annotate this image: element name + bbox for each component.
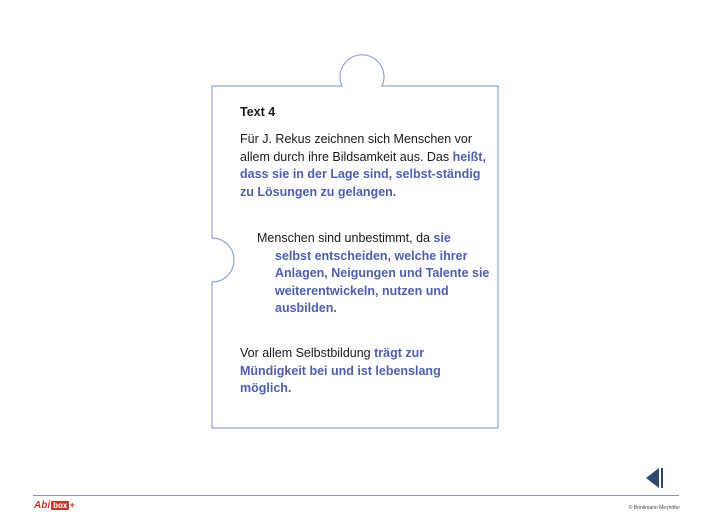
logo-box-text: box <box>53 501 68 510</box>
back-button[interactable] <box>645 467 665 489</box>
paragraph-1-highlight: heißt, dass sie in der Lage sind, selbst-ständig zu Lösungen zu gelangen. <box>240 149 486 199</box>
paragraph-2 <box>257 230 492 318</box>
copyright-text: © Brinkmann Meyhöfer <box>628 505 680 511</box>
paragraph-1 <box>240 131 492 201</box>
logo-abi-text: Abi <box>34 500 51 511</box>
paragraph-2-text: Menschen sind unbestimmt, da <box>257 231 434 245</box>
paragraph-3 <box>240 345 492 398</box>
paragraph-2-highlight-start: sie <box>433 231 451 245</box>
paragraph-1-text: Für J. Rekus zeichnen sich Menschen vor allem durch ihre Bildsamkeit aus. Das <box>240 132 473 164</box>
footer-divider <box>33 495 679 496</box>
paragraph-3-text: Vor allem Selbstbildung <box>240 346 375 360</box>
paragraph-2-highlight: selbst entscheiden, welche ihrer Anlagen, Neigungen und Talente sie weiterentwickeln, nutzen und ausbilden. <box>275 248 490 315</box>
triangle-left-icon <box>645 467 665 489</box>
card-title: Text 4 <box>240 105 276 119</box>
paragraph-3-highlight: trägt zur Mündigkeit bei und ist lebenslang möglich. <box>240 346 441 395</box>
abibox-logo <box>34 500 75 514</box>
logo-plus-text: + <box>69 500 75 510</box>
